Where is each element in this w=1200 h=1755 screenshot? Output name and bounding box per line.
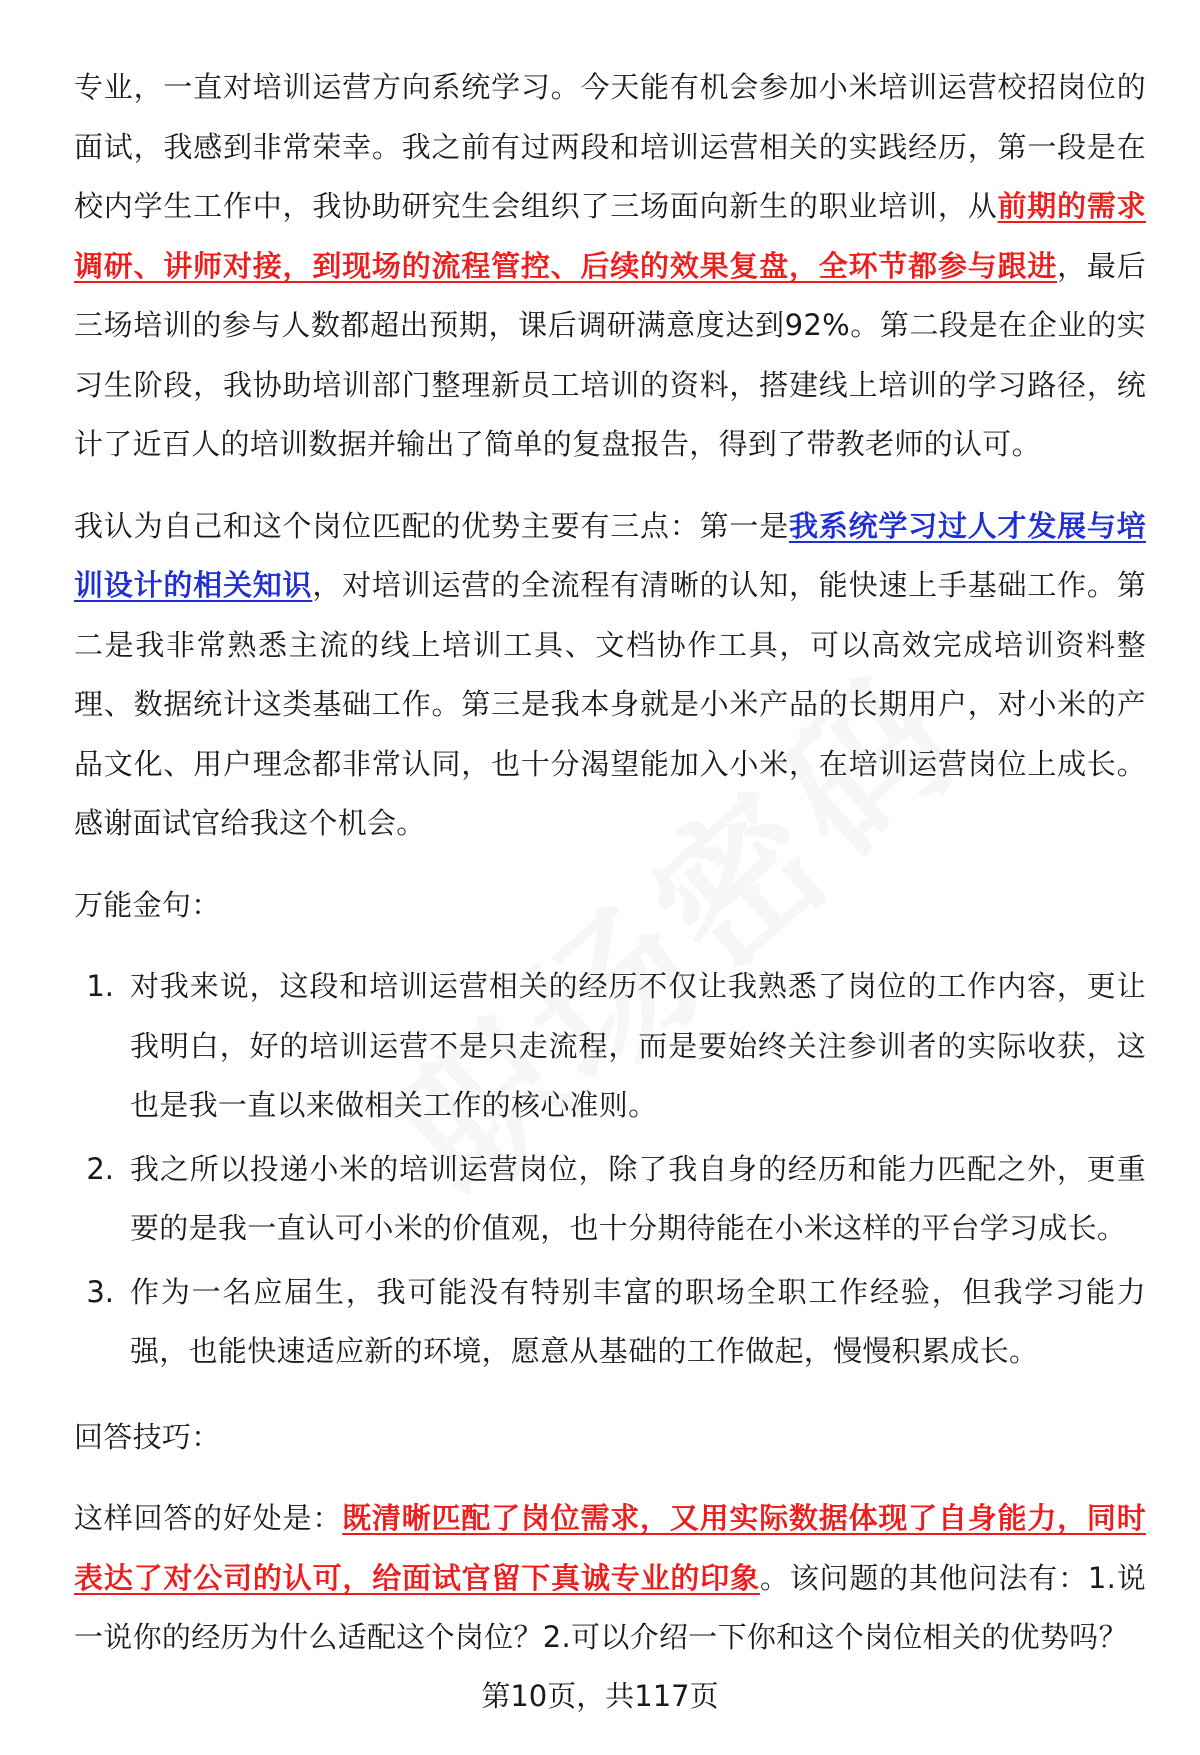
list-item [74, 1263, 1146, 1382]
list-item-number: 2. [86, 1151, 114, 1186]
document-body [74, 58, 1146, 1668]
advantages-text-pre: 我认为自己和这个岗位匹配的优势主要有三点：第一是 [74, 508, 789, 543]
tips-text-post: 。该问题的其他问法有：1.说一说你的经历为什么适配这个岗位？2.可以介绍一下你和这个岗位相关的优势吗？ [74, 1560, 1146, 1654]
list-item-text: 我之所以投递小米的培训运营岗位，除了我自身的经历和能力匹配之外，更重要的是我一直认可小米的价值观，也十分期待能在小米这样的平台学习成长。 [130, 1151, 1146, 1245]
experience-paragraph [74, 58, 1146, 475]
experience-text-pre: 专业，一直对培训运营方向系统学习。今天能有机会参加小米培训运营校招岗位的面试，我感到非常荣幸。我之前有过两段和培训运营相关的实践经历，第一段是在校内学生工作中，我协助研究生会组织了三场面向新生的职业培训，从 [74, 70, 1146, 223]
golden-heading: 万能金句： [74, 887, 221, 922]
list-item [74, 957, 1146, 1136]
page-number: 第10页，共117页 [481, 1679, 719, 1713]
advantages-highlight: 我系统学习过人才发展与培训设计的相关知识 [74, 508, 1147, 602]
list-item-text: 作为一名应届生，我可能没有特别丰富的职场全职工作经验，但我学习能力强，也能快速适应新的环境，愿意从基础的工作做起，慢慢积累成长。 [130, 1274, 1146, 1368]
list-item-number: 3. [86, 1274, 114, 1309]
experience-text-post: ，最后三场培训的参与人数都超出预期，课后调研满意度达到92%。第二段是在企业的实习生阶段，我协助培训部门整理新员工培训的资料，搭建线上培训的学习路径，统计了近百人的培训数据并输出了简单的复盘报告，得到了带教老师的认可。 [74, 248, 1146, 461]
tips-heading: 回答技巧： [74, 1419, 221, 1454]
tips-highlight: 既清晰匹配了岗位需求，又用实际数据体现了自身能力，同时表达了对公司的认可，给面试官留下真诚专业的印象 [74, 1501, 1146, 1595]
advantages-paragraph [74, 497, 1146, 854]
tips-text-pre: 这样回答的好处是： [74, 1501, 343, 1535]
list-item-number: 1. [86, 969, 114, 1003]
tips-paragraph [74, 1489, 1146, 1668]
list-item [74, 1140, 1146, 1259]
experience-highlight: 前期的需求调研、讲师对接，到现场的流程管控、后续的效果复盘，全环节都参与跟进 [74, 189, 1146, 283]
golden-list [74, 957, 1146, 1382]
advantages-text-post: ，对培训运营的全流程有清晰的认知，能快速上手基础工作。第二是我非常熟悉主流的线上培训工具、文档协作工具，可以高效完成培训资料整理、数据统计这类基础工作。第三是我本身就是小米产品的长期用户，对小米的产品文化、用户理念都非常认同，也十分渴望能加入小米，在培训运营岗位上成长。感谢面试官给我这个机会。 [74, 568, 1147, 840]
list-item-text: 对我来说，这段和培训运营相关的经历不仅让我熟悉了岗位的工作内容，更让我明白，好的培训运营不是只走流程，而是要始终关注参训者的实际收获，这也是我一直以来做相关工作的核心准则。 [130, 969, 1146, 1122]
